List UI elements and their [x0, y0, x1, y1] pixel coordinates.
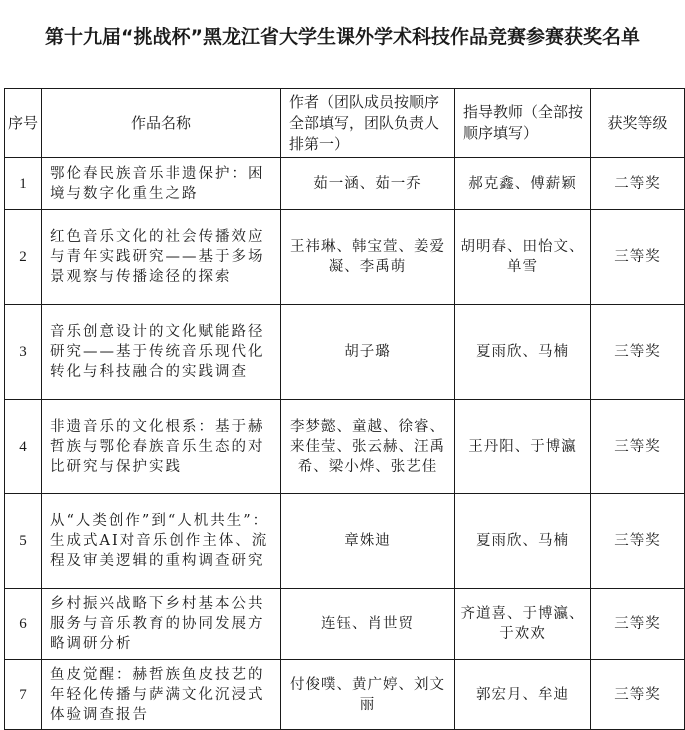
row-award: 三等奖 [591, 400, 685, 494]
row-advisors: 郭宏月、牟迪 [455, 660, 591, 730]
page-title: 第十九届“挑战杯”黑龙江省大学生课外学术科技作品竞赛参赛获奖名单 [45, 26, 640, 48]
row-work-title: 鱼皮觉醒：赫哲族鱼皮技艺的年轻化传播与萨满文化沉浸式体验调查报告 [42, 660, 281, 730]
header-work: 作品名称 [42, 89, 281, 158]
row-index: 1 [5, 158, 42, 210]
header-index: 序号 [5, 89, 42, 158]
table-row [5, 158, 685, 210]
table-row [5, 494, 685, 589]
row-work-title: 从“人类创作”到“人机共生”：生成式AI对音乐创作主体、流程及审美逻辑的重构调查研究 [42, 494, 281, 589]
row-award: 三等奖 [591, 305, 685, 400]
row-advisors: 胡明春、田怡文、单雪 [455, 210, 591, 305]
row-advisors: 齐道喜、于博瀛、于欢欢 [455, 589, 591, 660]
header-award: 获奖等级 [591, 89, 685, 158]
row-work-title: 鄂伦春民族音乐非遗保护：困境与数字化重生之路 [42, 158, 281, 210]
table-header-row [5, 89, 685, 158]
row-authors: 章姝迪 [281, 494, 455, 589]
row-advisors: 夏雨欣、马楠 [455, 494, 591, 589]
row-authors: 连钰、肖世贸 [281, 589, 455, 660]
row-index: 4 [5, 400, 42, 494]
header-advisors: 指导教师（全部按顺序填写） [455, 89, 591, 158]
row-index: 6 [5, 589, 42, 660]
row-award: 三等奖 [591, 589, 685, 660]
row-authors: 胡子璐 [281, 305, 455, 400]
table-row [5, 400, 685, 494]
row-authors: 王祎琳、韩宝萱、姜爱凝、李禹萌 [281, 210, 455, 305]
row-advisors: 郝克鑫、傅薪颖 [455, 158, 591, 210]
award-table [4, 88, 685, 730]
header-authors: 作者（团队成员按顺序全部填写，团队负责人排第一） [281, 89, 455, 158]
row-advisors: 夏雨欣、马楠 [455, 305, 591, 400]
row-authors: 李梦懿、童越、徐睿、来佳莹、张云赫、汪禹希、梁小烨、张艺佳 [281, 400, 455, 494]
table-row [5, 660, 685, 730]
row-index: 2 [5, 210, 42, 305]
table-row [5, 210, 685, 305]
row-award: 三等奖 [591, 494, 685, 589]
row-award: 二等奖 [591, 158, 685, 210]
row-award: 三等奖 [591, 210, 685, 305]
row-authors: 付俊噗、黄广婷、刘文丽 [281, 660, 455, 730]
row-work-title: 红色音乐文化的社会传播效应与青年实践研究——基于多场景观察与传播途径的探索 [42, 210, 281, 305]
row-work-title: 音乐创意设计的文化赋能路径研究——基于传统音乐现代化转化与科技融合的实践调查 [42, 305, 281, 400]
row-index: 5 [5, 494, 42, 589]
row-award: 三等奖 [591, 660, 685, 730]
table-row [5, 589, 685, 660]
row-index: 3 [5, 305, 42, 400]
row-authors: 茹一涵、茹一乔 [281, 158, 455, 210]
table-row [5, 305, 685, 400]
row-work-title: 非遗音乐的文化根系：基于赫哲族与鄂伦春族音乐生态的对比研究与保护实践 [42, 400, 281, 494]
row-index: 7 [5, 660, 42, 730]
row-work-title: 乡村振兴战略下乡村基本公共服务与音乐教育的协同发展方略调研分析 [42, 589, 281, 660]
row-advisors: 王丹阳、于博瀛 [455, 400, 591, 494]
